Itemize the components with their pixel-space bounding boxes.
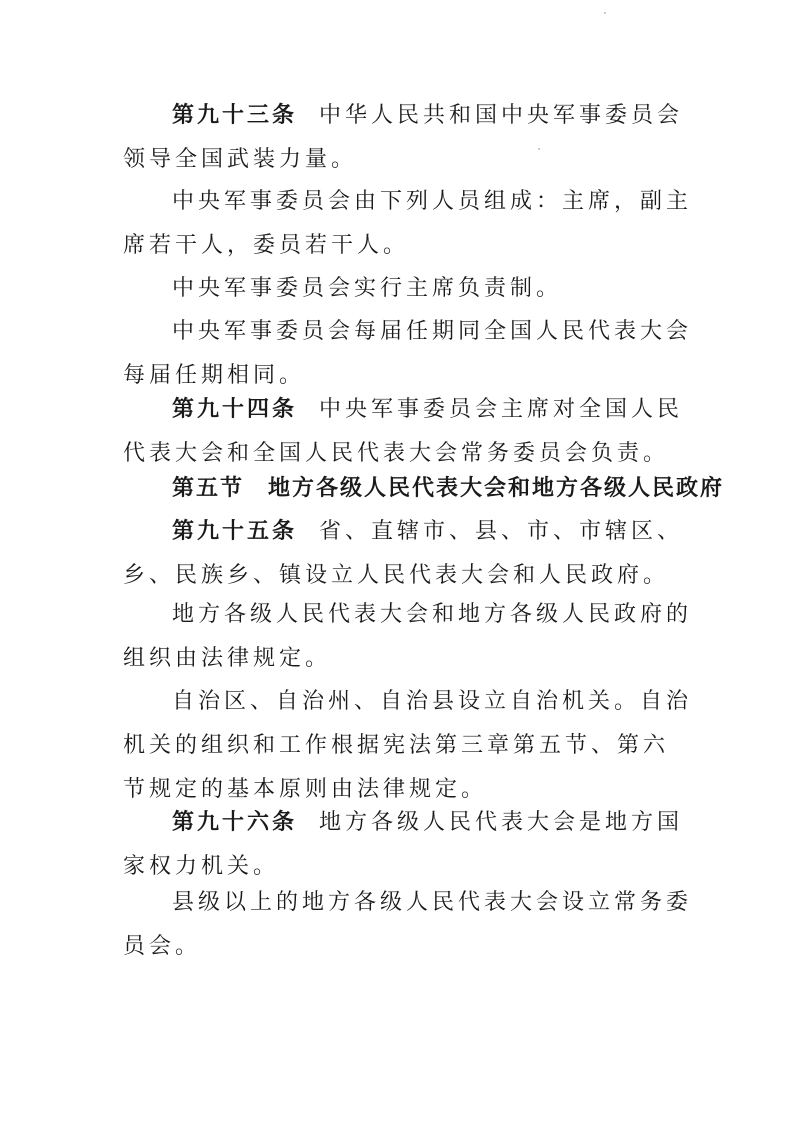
paragraph-autonomous-organs [123, 680, 693, 812]
article-number: 第九十五条 [172, 518, 298, 544]
paragraph-article-93 [123, 93, 693, 182]
paragraph-text: 中央军事委员会由下列人员组成：主席，副主席若干人，委员若干人。 [123, 189, 693, 258]
paragraph-chairman-responsibility [123, 267, 693, 311]
paragraph-article-95 [123, 509, 693, 598]
paragraph-local-organization [123, 593, 693, 681]
paragraph-text: 自治区、自治州、自治县设立自治机关。自治机关的组织和工作根据宪法第三章第五节、第六节规定的基本原则由法律规定。 [123, 689, 693, 802]
section-number: 第五节 [172, 475, 245, 501]
paragraph-text: 中央军事委员会每届任期同全国人民代表大会每届任期相同。 [123, 319, 693, 388]
section-title: 地方各级人民代表大会和地方各级人民政府 [268, 475, 725, 501]
paragraph-cmc-composition [123, 180, 693, 268]
paragraph-text: 地方各级人民代表大会是地方国家权力机关。 [123, 810, 684, 879]
paragraph-text: 省、直辖市、县、市、市辖区、乡、民族乡、镇设立人民代表大会和人民政府。 [123, 519, 684, 588]
paragraph-text: 中华人民共和国中央军事委员会领导全国武装力量。 [123, 103, 684, 172]
article-number: 第九十六条 [172, 809, 298, 835]
paragraph-cmc-term [123, 310, 693, 398]
scan-speck [604, 12, 606, 14]
article-number: 第九十四条 [172, 396, 298, 422]
paragraph-standing-committee [123, 881, 693, 969]
paragraph-text: 地方各级人民代表大会和地方各级人民政府的组织由法律规定。 [123, 602, 693, 671]
paragraph-text: 中央军事委员会主席对全国人民代表大会和全国人民代表大会常务委员会负责。 [123, 397, 684, 466]
paragraph-text: 县级以上的地方各级人民代表大会设立常务委员会。 [123, 890, 693, 959]
article-number: 第九十三条 [172, 102, 298, 128]
scan-speck [538, 148, 540, 150]
paragraph-text: 中央军事委员会实行主席负责制。 [172, 276, 563, 301]
paragraph-article-96 [123, 800, 693, 889]
section-heading [172, 466, 724, 510]
paragraph-article-94 [123, 387, 693, 476]
